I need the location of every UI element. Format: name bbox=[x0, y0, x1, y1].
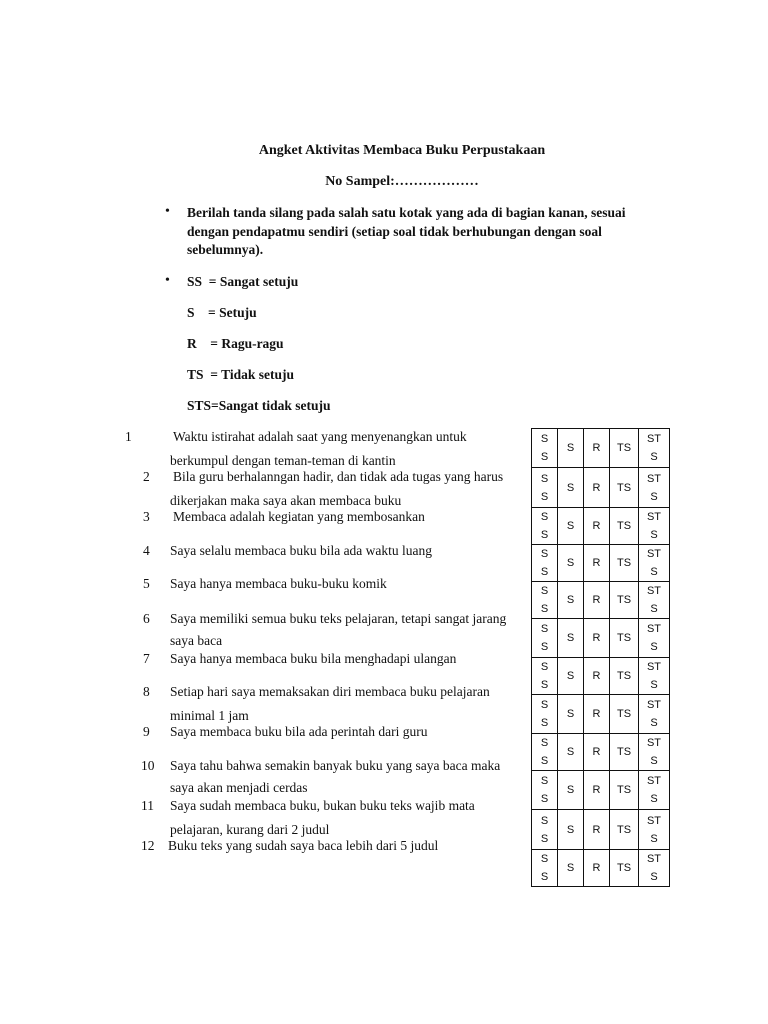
option-sts-box[interactable] bbox=[639, 734, 670, 771]
option-ts-box[interactable] bbox=[610, 658, 639, 695]
question-text-cont: saya akan menjadi cerdas bbox=[170, 780, 308, 795]
instruction-line-1: Berilah tanda silang pada salah satu kotak yang ada di bagian kanan, sesuai bbox=[187, 205, 626, 220]
option-sts-box[interactable] bbox=[639, 468, 670, 508]
question-number: 11 bbox=[141, 798, 154, 813]
option-ss-box-label: S bbox=[540, 699, 549, 711]
option-r-box[interactable] bbox=[584, 850, 610, 887]
option-ts-box[interactable] bbox=[610, 508, 639, 545]
answer-row bbox=[532, 429, 670, 468]
question-number: 4 bbox=[143, 543, 150, 558]
option-ss-box-label: S bbox=[540, 566, 549, 578]
option-ss-box[interactable] bbox=[532, 771, 558, 810]
answer-row bbox=[532, 468, 670, 508]
option-ts-box[interactable] bbox=[610, 429, 639, 468]
option-s-box-label: S bbox=[566, 557, 575, 569]
option-s-box[interactable] bbox=[558, 582, 584, 619]
option-r-box[interactable] bbox=[584, 658, 610, 695]
question-number: 12 bbox=[141, 838, 155, 853]
option-ss-box-label: S bbox=[540, 490, 549, 503]
option-s-box[interactable] bbox=[558, 658, 584, 695]
option-ss-box-label: S bbox=[540, 641, 549, 653]
answer-row bbox=[532, 582, 670, 619]
question-text: Saya tahu bahwa semakin banyak buku yang saya baca maka bbox=[170, 758, 501, 773]
option-ts-box-label: TS bbox=[616, 442, 632, 454]
option-ss-box[interactable] bbox=[532, 468, 558, 508]
option-sts-box-label: S bbox=[650, 566, 658, 578]
option-r-box-label: R bbox=[592, 557, 601, 569]
option-ts-box-label: TS bbox=[616, 708, 632, 720]
option-r-box[interactable] bbox=[584, 734, 610, 771]
option-sts-box-label: ST bbox=[646, 511, 662, 523]
legend-s: S = Setuju bbox=[187, 305, 257, 320]
option-ss-box-label: S bbox=[540, 832, 549, 845]
option-ss-box[interactable] bbox=[532, 810, 558, 850]
question-text-cont: pelajaran, kurang dari 2 judul bbox=[170, 822, 330, 837]
question-text-cont: minimal 1 jam bbox=[170, 708, 249, 723]
question-number: 7 bbox=[143, 651, 150, 666]
option-sts-box[interactable] bbox=[639, 508, 670, 545]
question-text: Setiap hari saya memaksakan diri membaca buku pelajaran bbox=[170, 684, 490, 699]
option-ss-box-label: S bbox=[540, 529, 549, 541]
option-sts-box[interactable] bbox=[639, 582, 670, 619]
option-r-box-label: R bbox=[592, 442, 601, 454]
option-s-box-label: S bbox=[566, 746, 575, 758]
option-sts-box-label: S bbox=[650, 641, 658, 653]
question-text: Waktu istirahat adalah saat yang menyenangkan untuk bbox=[173, 429, 467, 444]
option-r-box-label: R bbox=[592, 784, 601, 796]
option-s-box-label: S bbox=[566, 442, 575, 454]
option-sts-box[interactable] bbox=[639, 658, 670, 695]
question-text: Saya sudah membaca buku, bukan buku teks wajib mata bbox=[170, 798, 475, 813]
option-sts-box-label: S bbox=[650, 755, 658, 767]
option-r-box[interactable] bbox=[584, 582, 610, 619]
answer-row bbox=[532, 619, 670, 658]
option-r-box-label: R bbox=[592, 481, 601, 494]
option-ts-box-label: TS bbox=[616, 632, 632, 644]
option-ts-box-label: TS bbox=[616, 670, 632, 682]
question-number: 2 bbox=[143, 469, 150, 484]
option-r-box-label: R bbox=[592, 862, 601, 874]
option-s-box[interactable] bbox=[558, 508, 584, 545]
option-ss-box-label: S bbox=[540, 679, 549, 691]
legend-ts: TS = Tidak setuju bbox=[187, 367, 294, 382]
option-ts-box-label: TS bbox=[616, 862, 632, 874]
option-r-box[interactable] bbox=[584, 810, 610, 850]
option-sts-box[interactable] bbox=[639, 771, 670, 810]
question-number: 6 bbox=[143, 611, 150, 626]
option-r-box-label: R bbox=[592, 670, 601, 682]
option-sts-box-label: S bbox=[650, 603, 658, 615]
option-ss-box-label: S bbox=[540, 548, 549, 560]
option-ss-box[interactable] bbox=[532, 658, 558, 695]
option-s-box[interactable] bbox=[558, 619, 584, 658]
question-number: 1 bbox=[125, 429, 132, 444]
option-r-box-label: R bbox=[592, 594, 601, 606]
legend-ss: SS = Sangat setuju bbox=[187, 274, 299, 289]
option-ss-box[interactable] bbox=[532, 508, 558, 545]
option-sts-box[interactable] bbox=[639, 810, 670, 850]
option-r-box-label: R bbox=[592, 823, 601, 836]
option-r-box-label: R bbox=[592, 632, 601, 644]
option-sts-box[interactable] bbox=[639, 545, 670, 582]
answer-row bbox=[532, 695, 670, 734]
option-ss-box[interactable] bbox=[532, 582, 558, 619]
question-text: Saya memiliki semua buku teks pelajaran, tetapi sangat jarang bbox=[170, 611, 507, 626]
option-s-box-label: S bbox=[566, 520, 575, 532]
answer-row bbox=[532, 508, 670, 545]
option-ss-box[interactable] bbox=[532, 734, 558, 771]
option-ss-box-label: S bbox=[540, 511, 549, 523]
option-ss-box-label: S bbox=[540, 603, 549, 615]
option-ss-box[interactable] bbox=[532, 429, 558, 468]
option-s-box[interactable] bbox=[558, 734, 584, 771]
question-text: Saya hanya membaca buku bila menghadapi ulangan bbox=[170, 651, 457, 666]
question-text: Saya selalu membaca buku bila ada waktu luang bbox=[170, 543, 433, 558]
option-sts-box-label: ST bbox=[646, 433, 662, 445]
option-ss-box-label: S bbox=[540, 737, 549, 749]
option-sts-box-label: ST bbox=[646, 853, 662, 865]
option-s-box-label: S bbox=[566, 481, 575, 494]
question-number: 5 bbox=[143, 576, 150, 591]
question-text-cont: dikerjakan maka saya akan membaca buku bbox=[170, 493, 402, 508]
option-sts-box-label: ST bbox=[646, 623, 662, 635]
option-sts-box-label: S bbox=[650, 679, 658, 691]
option-ts-box-label: TS bbox=[616, 594, 632, 606]
option-sts-box-label: S bbox=[650, 832, 658, 845]
answer-row bbox=[532, 850, 670, 887]
answer-grid bbox=[531, 428, 670, 887]
option-s-box[interactable] bbox=[558, 771, 584, 810]
option-r-box[interactable] bbox=[584, 468, 610, 508]
option-ss-box-label: S bbox=[540, 814, 549, 827]
option-ss-box-label: S bbox=[540, 661, 549, 673]
option-ss-box-label: S bbox=[540, 793, 549, 805]
answer-row bbox=[532, 658, 670, 695]
option-sts-box[interactable] bbox=[639, 619, 670, 658]
option-r-box-label: R bbox=[592, 746, 601, 758]
option-r-box-label: R bbox=[592, 708, 601, 720]
instruction-line-3: sebelumnya). bbox=[187, 242, 264, 257]
option-s-box[interactable] bbox=[558, 850, 584, 887]
sample-number: No Sampel:……………… bbox=[325, 174, 479, 189]
option-s-box-label: S bbox=[566, 708, 575, 720]
option-s-box[interactable] bbox=[558, 429, 584, 468]
question-text-cont: saya baca bbox=[170, 633, 223, 648]
question-number: 10 bbox=[141, 758, 155, 773]
option-s-box-label: S bbox=[566, 784, 575, 796]
option-ts-box-label: TS bbox=[616, 823, 632, 836]
option-ss-box-label: S bbox=[540, 623, 549, 635]
option-ss-box-label: S bbox=[540, 585, 549, 597]
option-sts-box-label: S bbox=[650, 490, 658, 503]
option-sts-box-label: ST bbox=[646, 661, 662, 673]
question-text: Buku teks yang sudah saya baca lebih dari 5 judul bbox=[168, 838, 439, 853]
bullet-icon: • bbox=[165, 273, 170, 288]
answer-row bbox=[532, 771, 670, 810]
question-text: Saya membaca buku bila ada perintah dari guru bbox=[170, 724, 428, 739]
legend-sts: STS=Sangat tidak setuju bbox=[187, 398, 331, 413]
option-ts-box[interactable] bbox=[610, 582, 639, 619]
option-ss-box-label: S bbox=[540, 755, 549, 767]
option-r-box[interactable] bbox=[584, 695, 610, 734]
question-number: 9 bbox=[143, 724, 150, 739]
option-sts-box-label: ST bbox=[646, 548, 662, 560]
option-ts-box[interactable] bbox=[610, 695, 639, 734]
option-ss-box-label: S bbox=[540, 433, 549, 445]
option-sts-box-label: ST bbox=[646, 814, 662, 827]
option-ss-box[interactable] bbox=[532, 850, 558, 887]
answer-row bbox=[532, 545, 670, 582]
option-s-box-label: S bbox=[566, 670, 575, 682]
option-sts-box-label: ST bbox=[646, 585, 662, 597]
option-r-box[interactable] bbox=[584, 771, 610, 810]
option-ss-box[interactable] bbox=[532, 619, 558, 658]
question-number: 8 bbox=[143, 684, 150, 699]
option-s-box-label: S bbox=[566, 632, 575, 644]
bullet-icon: • bbox=[165, 204, 170, 219]
option-s-box-label: S bbox=[566, 823, 575, 836]
option-s-box[interactable] bbox=[558, 810, 584, 850]
answer-row bbox=[532, 810, 670, 850]
option-ts-box[interactable] bbox=[610, 619, 639, 658]
option-sts-box[interactable] bbox=[639, 429, 670, 468]
page-title: Angket Aktivitas Membaca Buku Perpustakaan bbox=[258, 143, 546, 158]
option-sts-box[interactable] bbox=[639, 695, 670, 734]
option-ss-box-label: S bbox=[540, 451, 549, 463]
option-ts-box-label: TS bbox=[616, 746, 632, 758]
option-ts-box[interactable] bbox=[610, 850, 639, 887]
option-ts-box-label: TS bbox=[616, 557, 632, 569]
option-r-box-label: R bbox=[592, 520, 601, 532]
answer-row bbox=[532, 734, 670, 771]
question-text: Membaca adalah kegiatan yang membosankan bbox=[173, 509, 425, 524]
option-sts-box-label: S bbox=[650, 871, 658, 883]
option-r-box[interactable] bbox=[584, 429, 610, 468]
option-sts-box-label: S bbox=[650, 793, 658, 805]
option-ss-box-label: S bbox=[540, 853, 549, 865]
question-text: Bila guru berhalanngan hadir, dan tidak ada tugas yang harus bbox=[173, 469, 504, 484]
instruction-line-2: dengan pendapatmu sendiri (setiap soal tidak berhubungan dengan soal bbox=[187, 224, 602, 239]
option-ts-box[interactable] bbox=[610, 771, 639, 810]
option-s-box-label: S bbox=[566, 862, 575, 874]
option-sts-box[interactable] bbox=[639, 850, 670, 887]
option-ts-box[interactable] bbox=[610, 468, 639, 508]
option-ss-box-label: S bbox=[540, 472, 549, 485]
option-s-box[interactable] bbox=[558, 545, 584, 582]
option-ts-box-label: TS bbox=[616, 520, 632, 532]
option-ss-box[interactable] bbox=[532, 695, 558, 734]
option-sts-box-label: S bbox=[650, 529, 658, 541]
option-sts-box-label: S bbox=[650, 451, 658, 463]
option-ss-box-label: S bbox=[540, 775, 549, 787]
option-sts-box-label: ST bbox=[646, 472, 662, 485]
option-r-box[interactable] bbox=[584, 545, 610, 582]
question-text: Saya hanya membaca buku-buku komik bbox=[170, 576, 387, 591]
option-ts-box-label: TS bbox=[616, 481, 632, 494]
option-ss-box-label: S bbox=[540, 717, 549, 729]
option-sts-box-label: ST bbox=[646, 737, 662, 749]
option-ts-box[interactable] bbox=[610, 734, 639, 771]
option-ss-box-label: S bbox=[540, 871, 549, 883]
option-ts-box[interactable] bbox=[610, 545, 639, 582]
question-number: 3 bbox=[143, 509, 150, 524]
option-r-box[interactable] bbox=[584, 619, 610, 658]
legend-r: R = Ragu-ragu bbox=[187, 336, 284, 351]
option-ss-box[interactable] bbox=[532, 545, 558, 582]
option-sts-box-label: S bbox=[650, 717, 658, 729]
option-s-box[interactable] bbox=[558, 695, 584, 734]
option-ts-box[interactable] bbox=[610, 810, 639, 850]
question-text-cont: berkumpul dengan teman-teman di kantin bbox=[170, 453, 396, 468]
option-s-box-label: S bbox=[566, 594, 575, 606]
option-r-box[interactable] bbox=[584, 508, 610, 545]
option-s-box[interactable] bbox=[558, 468, 584, 508]
option-sts-box-label: ST bbox=[646, 699, 662, 711]
option-ts-box-label: TS bbox=[616, 784, 632, 796]
option-sts-box-label: ST bbox=[646, 775, 662, 787]
